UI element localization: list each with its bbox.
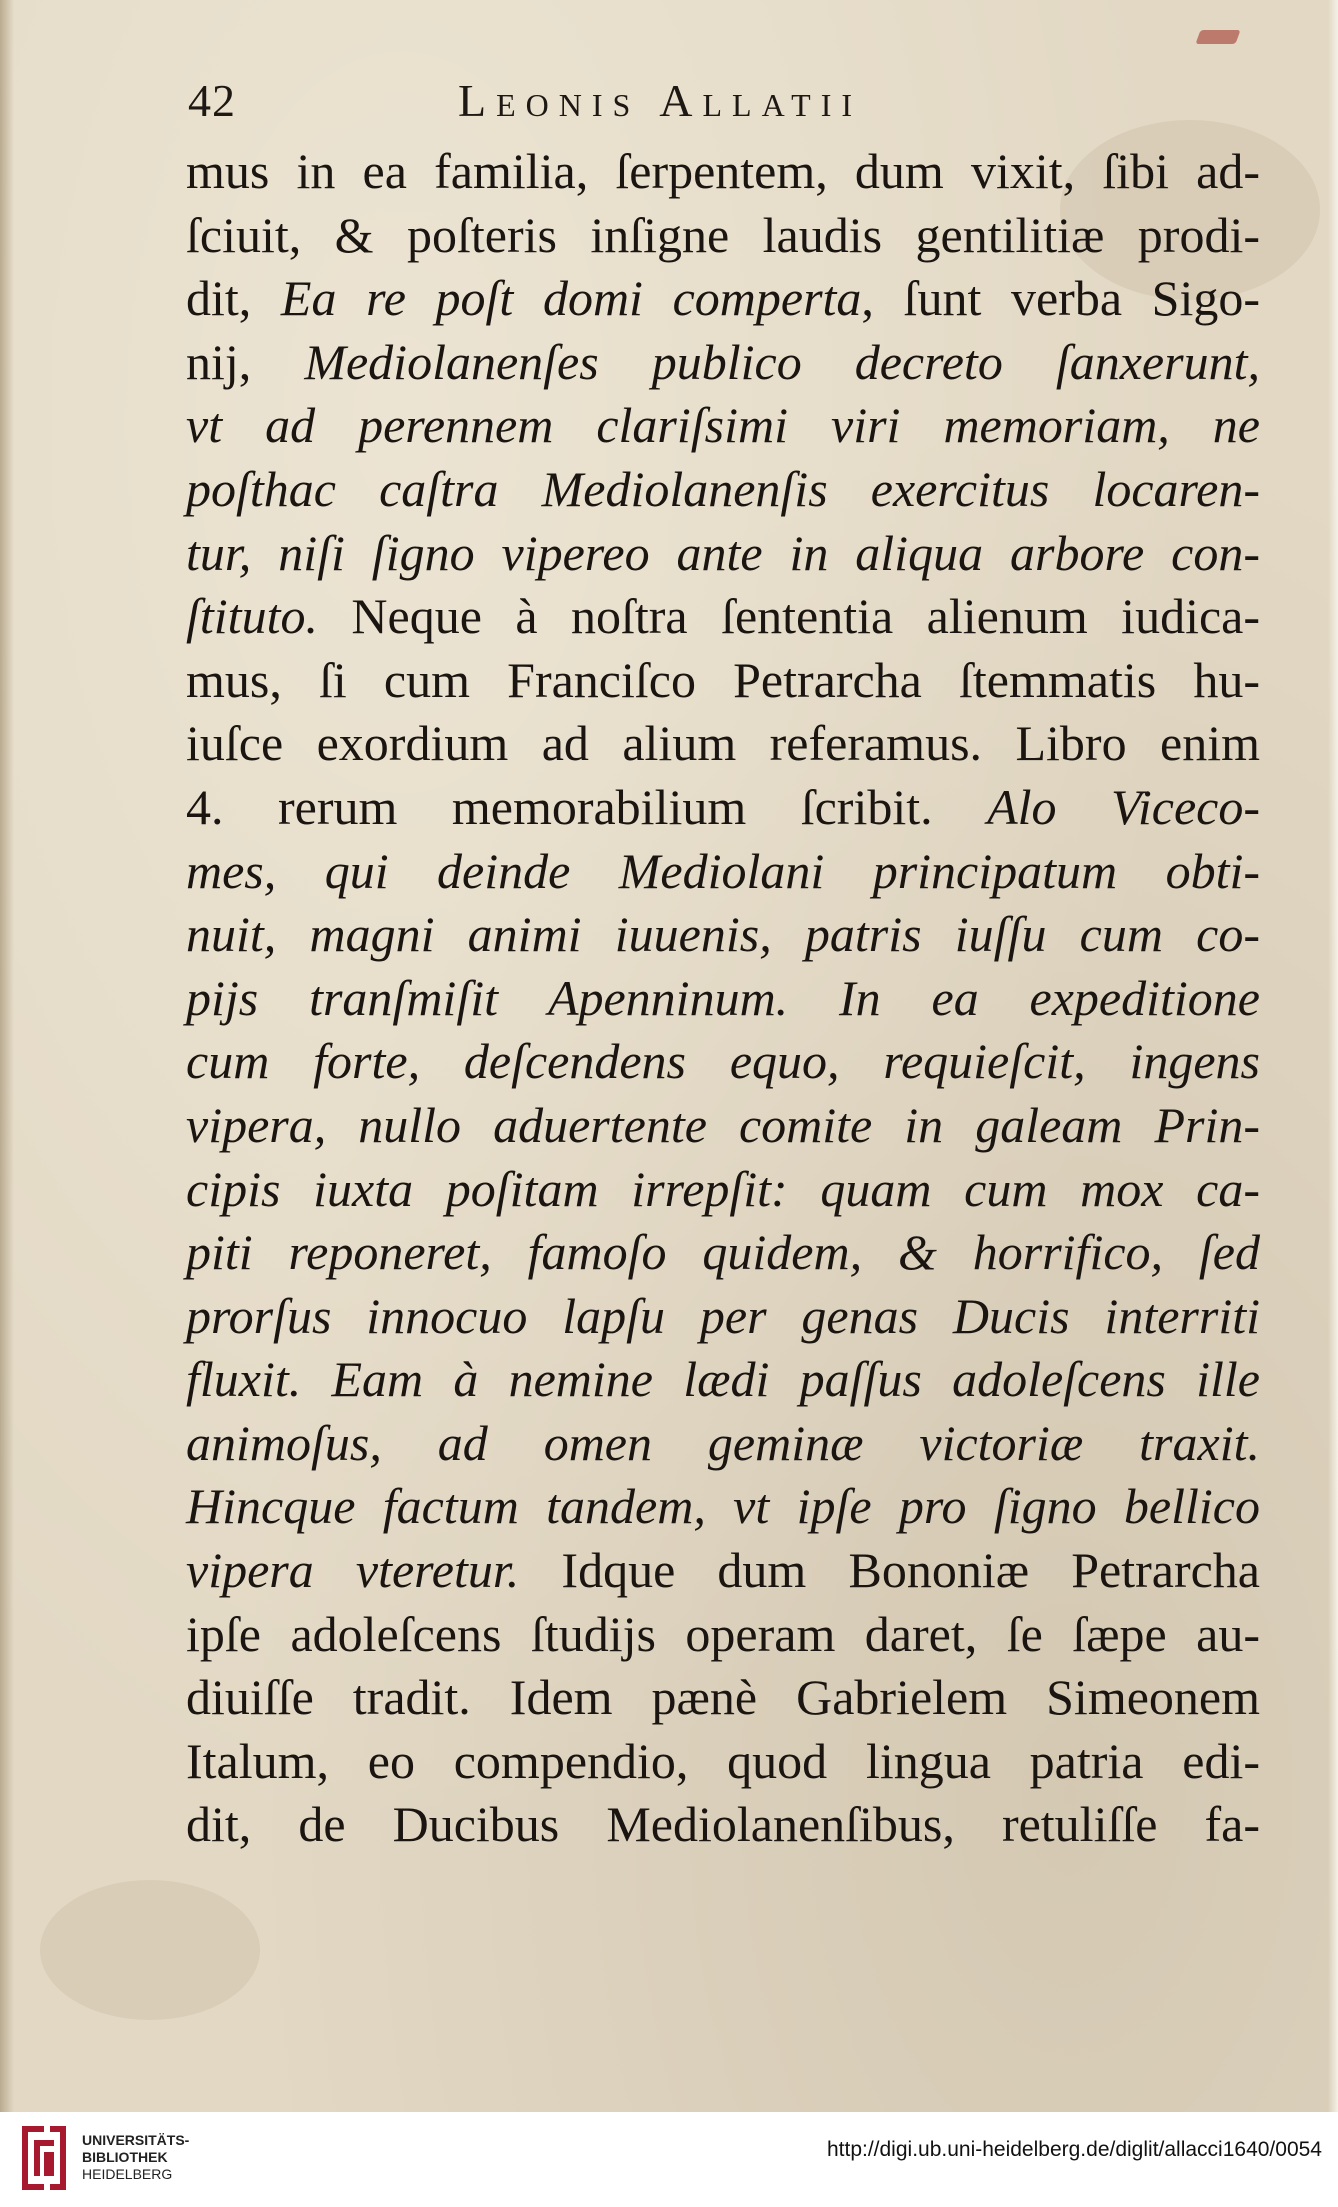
permalink-url[interactable]: http://digi.ub.uni-heidelberg.de/diglit/allacci1640/0054 [826,2138,1322,2161]
text-line [186,140,1260,204]
roman-text-segment: ipſe adoleſcens ſtudijs operam daret, ſe ſæpe au- [186,1605,1260,1662]
roman-text-segment: mus, ſi cum Franciſco Petrarcha ſtemmatis hu- [186,651,1260,708]
roman-text-segment: , ſunt verba Sigo- [861,270,1260,327]
roman-text-segment: mus in ea familia, ſerpentem, dum vixit, ſibi ad- [186,143,1260,199]
text-line [186,1030,1260,1094]
roman-text-segment: dit, [186,270,281,327]
text-line [186,776,1260,840]
text-line [186,204,1260,268]
text-line [186,649,1260,713]
italic-text-segment: Ea re poſt domi comperta [280,270,862,327]
roman-text-segment: nij, [186,333,305,390]
italic-text-segment: nuit, magni animi iuuenis, patris iuſſu cum co- [186,906,1260,963]
library-logo-icon [14,2122,74,2194]
text-line [186,522,1260,586]
body-text [186,140,1260,1857]
roman-text-segment: 4. rerum memorabilium ſcribit. [186,778,988,835]
italic-text-segment: tur, niſi ſigno vipereo ante in aliqua arbore con- [186,524,1260,581]
text-line [186,394,1260,458]
text-line [186,1475,1260,1539]
paper-stain [40,1880,260,2020]
text-line [186,1348,1260,1412]
italic-text-segment: Hincque factum tandem, vt ipſe pro ſigno bellico [186,1478,1260,1535]
library-name-line1: UNIVERSITÄTS- [82,2132,190,2148]
roman-text-segment: dit, de Ducibus Mediolanenſibus, retuliſſe fa- [186,1796,1260,1853]
roman-text-segment: ſciuit, & poſteris inſigne laudis gentilitiæ prodi- [186,206,1260,263]
italic-text-segment: ſtituto. [186,588,318,645]
text-line [186,1412,1260,1476]
roman-text-segment: iuſce exordium ad alium referamus. Libro enim [186,715,1260,772]
text-line [186,1221,1260,1285]
running-title: Leonis Allatii [458,75,863,126]
library-name-line3: HEIDELBERG [82,2166,173,2182]
italic-text-segment: fluxit. Eam à nemine lædi paſſus adoleſcens ille [186,1351,1260,1408]
text-line [186,1539,1260,1603]
text-line [186,1793,1260,1857]
italic-text-segment: piti reponeret, famoſo quidem, & horrifico, ſed [186,1224,1260,1281]
text-line [186,1158,1260,1222]
text-line [186,712,1260,776]
text-line [186,331,1260,395]
page-header [188,74,1258,134]
italic-text-segment: Alo Viceco- [987,778,1260,835]
italic-text-segment: poſthac caſtra Mediolanenſis exercitus locaren- [186,460,1260,517]
folio-number: 42 [188,75,236,126]
italic-text-segment: vipera vteretur. [186,1542,520,1599]
italic-text-segment: animoſus, ad omen geminæ victoriæ traxit. [186,1414,1260,1471]
text-line [186,840,1260,904]
text-line [186,1094,1260,1158]
page-gutter-shadow [0,0,14,2112]
footer-bar [0,2112,1338,2207]
page-edge-highlight [1328,0,1338,2112]
library-name [82,2132,189,2183]
roman-text-segment: Idque dum Bononiæ Petrarcha [519,1542,1260,1599]
text-line [186,267,1260,331]
italic-text-segment: prorſus innocuo lapſu per genas Ducis interriti [186,1287,1260,1344]
corner-ink-mark [1195,30,1240,44]
italic-text-segment: cum forte, deſcendens equo, requieſcit, ingens [186,1033,1260,1090]
roman-text-segment: diuiſſe tradit. Idem pænè Gabrielem Simeonem [186,1669,1260,1726]
italic-text-segment: vt ad perennem clariſsimi viri memoriam, ne [186,397,1260,454]
roman-text-segment: Italum, eo compendio, quod lingua patria edi- [186,1732,1260,1789]
roman-text-segment: Neque à noſtra ſententia alienum iudica- [317,588,1260,645]
italic-text-segment: Mediolanenſes publico decreto ſanxerunt, [304,333,1260,390]
library-name-line2: BIBLIOTHEK [82,2149,168,2165]
italic-text-segment: pijs tranſmiſit Apenninum. In ea expeditione [186,969,1260,1026]
italic-text-segment: cipis iuxta poſitam irrepſit: quam cum mox ca- [186,1160,1260,1217]
text-line [186,585,1260,649]
italic-text-segment: vipera, nullo aduertente comite in galeam Prin- [186,1096,1260,1153]
text-line [186,1285,1260,1349]
text-line [186,1666,1260,1730]
text-line [186,903,1260,967]
text-line [186,458,1260,522]
text-line [186,1730,1260,1794]
text-line [186,967,1260,1031]
text-line [186,1603,1260,1667]
italic-text-segment: mes, qui deinde Mediolani principatum obti- [186,842,1260,899]
